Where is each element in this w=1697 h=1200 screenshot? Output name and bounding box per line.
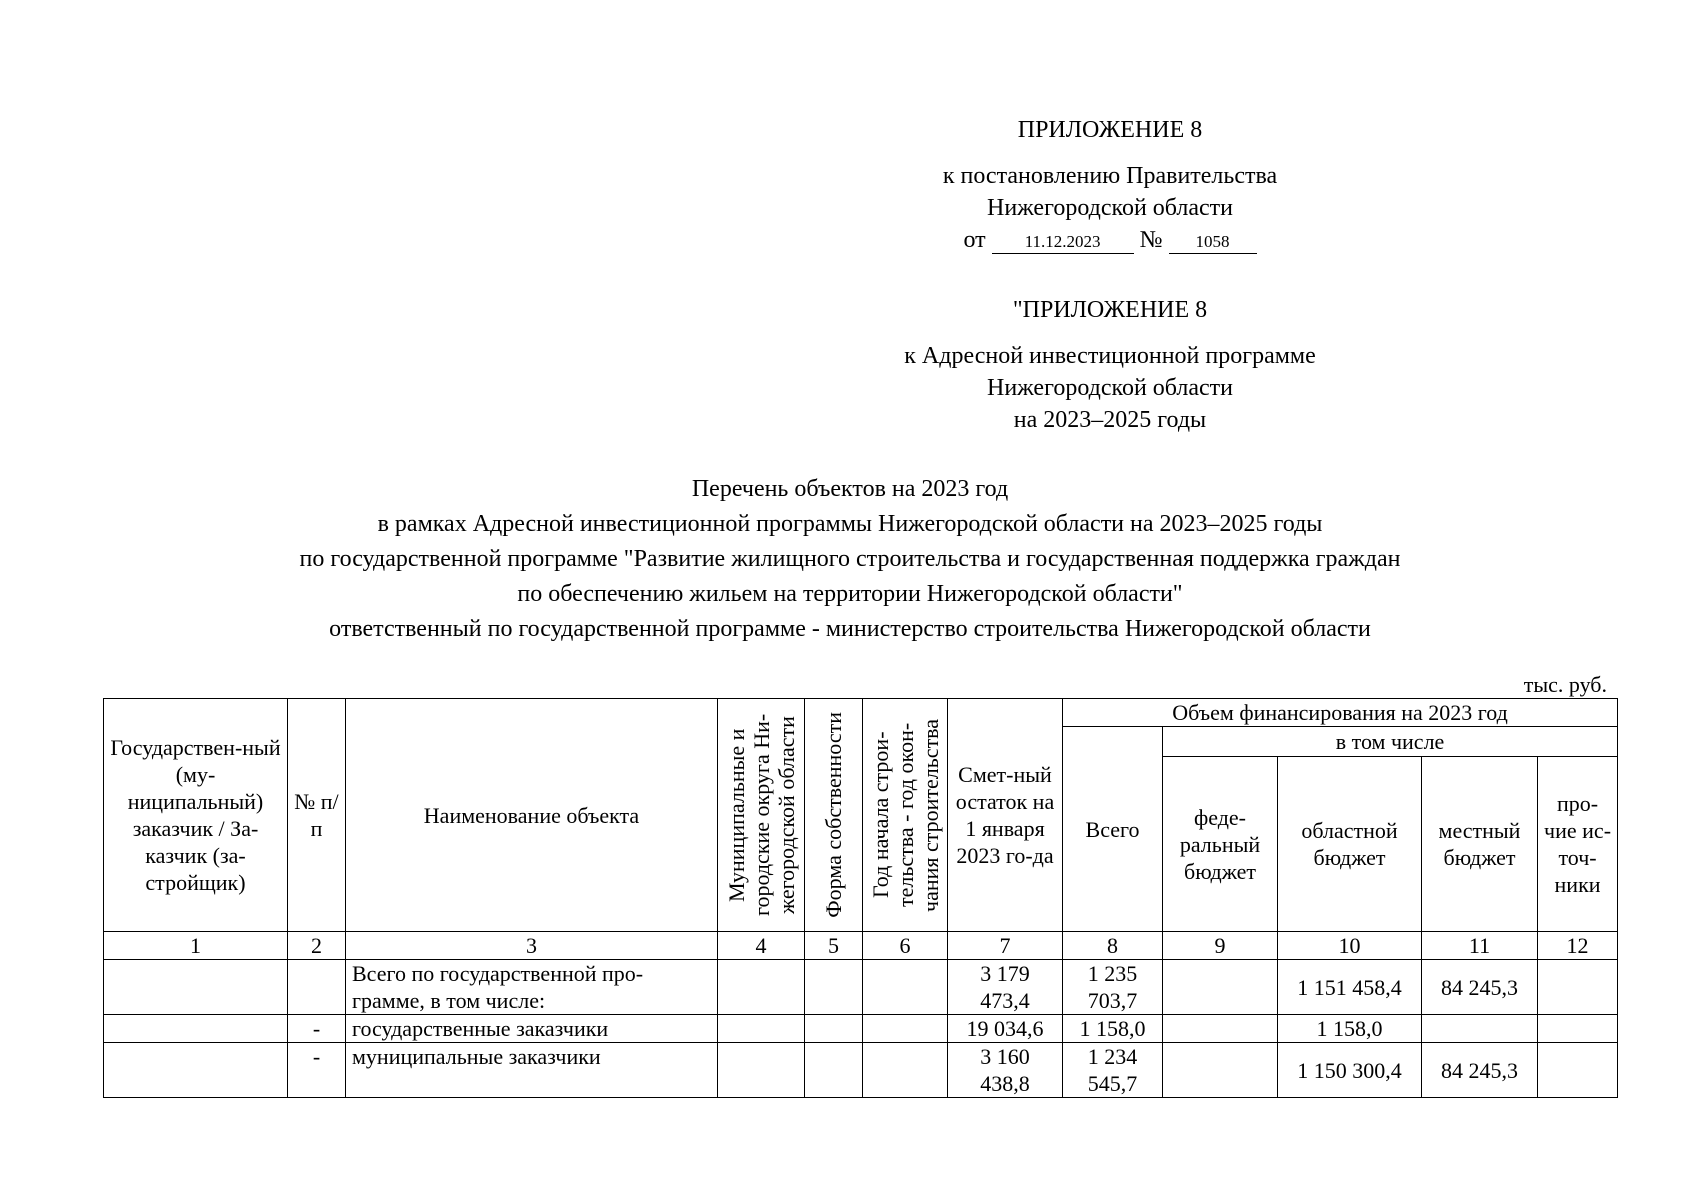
- header-funding: Объем финансирования на 2023 год: [1063, 699, 1618, 727]
- header-including: в том числе: [1163, 727, 1618, 757]
- cell-ownership: [805, 1015, 863, 1043]
- cell-regional: 1 150 300,4: [1278, 1043, 1422, 1098]
- table-row: [104, 1043, 1618, 1098]
- column-number: 3: [346, 932, 718, 960]
- header-total: Всего: [1063, 727, 1163, 932]
- column-number: 4: [718, 932, 805, 960]
- cell-federal: [1163, 960, 1278, 1015]
- heading-line: по государственной программе "Развитие жилищного строительства и государственная поддержка граждан: [299, 546, 1401, 572]
- appendix-line-1: к постановлению Правительства: [942, 163, 1278, 189]
- column-number: 12: [1538, 932, 1618, 960]
- cell-total: 1 158,0: [1063, 1015, 1163, 1043]
- column-number: 5: [805, 932, 863, 960]
- cell-estimate: 3 160 438,8: [948, 1043, 1063, 1098]
- cell-municipal: [718, 1015, 805, 1043]
- header-federal: феде-ральный бюджет: [1163, 757, 1278, 932]
- heading-line: в рамках Адресной инвестиционной программы Нижегородской области на 2023–2025 годы: [377, 511, 1323, 537]
- cell-total: 1 234 545,7: [1063, 1043, 1163, 1098]
- header-num: № п/п: [288, 699, 346, 932]
- cell-regional: 1 151 458,4: [1278, 960, 1422, 1015]
- column-number: 9: [1163, 932, 1278, 960]
- cell-name: муниципальные заказчики: [346, 1043, 718, 1098]
- cell-name: государственные заказчики: [346, 1015, 718, 1043]
- table-row: [104, 1015, 1618, 1043]
- header-customer: Государствен-ный (му-ниципальный) заказчик / За-казчик (за-стройщик): [104, 699, 288, 932]
- appendix-header: [830, 114, 1390, 256]
- cell-other: [1538, 1043, 1618, 1098]
- header-municipal-text: Муниципальные и городские округа Ни-жегородской области: [723, 713, 799, 917]
- cell-customer: [104, 1015, 288, 1043]
- program-line-1: к Адресной инвестиционной программе: [904, 343, 1316, 369]
- cell-estimate: 3 179 473,4: [948, 960, 1063, 1015]
- appendix-line-2: Нижегородской области: [986, 195, 1234, 221]
- decree-date: 11.12.2023: [992, 231, 1134, 254]
- heading-line: по обеспечению жильем на территории Нижегородской области": [517, 581, 1183, 607]
- column-number: 1: [104, 932, 288, 960]
- cell-years: [863, 960, 948, 1015]
- column-number: 11: [1422, 932, 1538, 960]
- cell-other: [1538, 1015, 1618, 1043]
- header-years-text: Год начала строи-тельства - год окон-чания строительства: [867, 718, 943, 912]
- cell-municipal: [718, 1043, 805, 1098]
- appendix-program: [830, 294, 1390, 436]
- column-number: 10: [1278, 932, 1422, 960]
- column-number: 2: [288, 932, 346, 960]
- cell-local: 84 245,3: [1422, 960, 1538, 1015]
- objects-table: [103, 698, 1618, 1098]
- cell-num: [288, 960, 346, 1015]
- heading-line: ответственный по государственной программе - министерство строительства Нижегородской области: [329, 616, 1371, 642]
- cell-num: -: [288, 1043, 346, 1098]
- header-ownership: [805, 699, 863, 932]
- table-row: [104, 960, 1618, 1015]
- column-number: 7: [948, 932, 1063, 960]
- cell-local: 84 245,3: [1422, 1043, 1538, 1098]
- header-regional: областной бюджет: [1278, 757, 1422, 932]
- header-other: про-чие ис-точ-ники: [1538, 757, 1618, 932]
- column-number: 8: [1063, 932, 1163, 960]
- cell-years: [863, 1015, 948, 1043]
- program-line-3: на 2023–2025 годы: [1013, 407, 1207, 433]
- decree-number: 1058: [1169, 231, 1257, 254]
- header-municipal: [718, 699, 805, 932]
- program-appendix-title: "ПРИЛОЖЕНИЕ 8: [1012, 297, 1208, 323]
- decree-date-number: [830, 224, 1390, 256]
- cell-customer: [104, 1043, 288, 1098]
- cell-federal: [1163, 1043, 1278, 1098]
- header-years: [863, 699, 948, 932]
- units-label: тыс. руб.: [1523, 672, 1607, 697]
- cell-other: [1538, 960, 1618, 1015]
- cell-ownership: [805, 1043, 863, 1098]
- number-label: №: [1139, 227, 1163, 253]
- heading-line: Перечень объектов на 2023 год: [691, 476, 1009, 502]
- cell-total: 1 235 703,7: [1063, 960, 1163, 1015]
- header-ownership-text: Форма собственности: [821, 712, 846, 918]
- header-local: местный бюджет: [1422, 757, 1538, 932]
- program-line-2: Нижегородской области: [986, 375, 1234, 401]
- from-label: от: [963, 227, 986, 253]
- cell-federal: [1163, 1015, 1278, 1043]
- cell-years: [863, 1043, 948, 1098]
- header-estimate: Смет-ный остаток на 1 января 2023 го-да: [948, 699, 1063, 932]
- cell-ownership: [805, 960, 863, 1015]
- column-numbers-row: [104, 932, 1618, 960]
- cell-estimate: 19 034,6: [948, 1015, 1063, 1043]
- header-row-1: [104, 699, 1618, 727]
- document-heading: [100, 472, 1600, 647]
- header-name: Наименование объекта: [346, 699, 718, 932]
- cell-municipal: [718, 960, 805, 1015]
- cell-local: [1422, 1015, 1538, 1043]
- cell-name: Всего по государственной про-грамме, в том числе:: [346, 960, 718, 1015]
- appendix-title: ПРИЛОЖЕНИЕ 8: [1017, 117, 1203, 143]
- column-number: 6: [863, 932, 948, 960]
- cell-num: -: [288, 1015, 346, 1043]
- cell-customer: [104, 960, 288, 1015]
- cell-regional: 1 158,0: [1278, 1015, 1422, 1043]
